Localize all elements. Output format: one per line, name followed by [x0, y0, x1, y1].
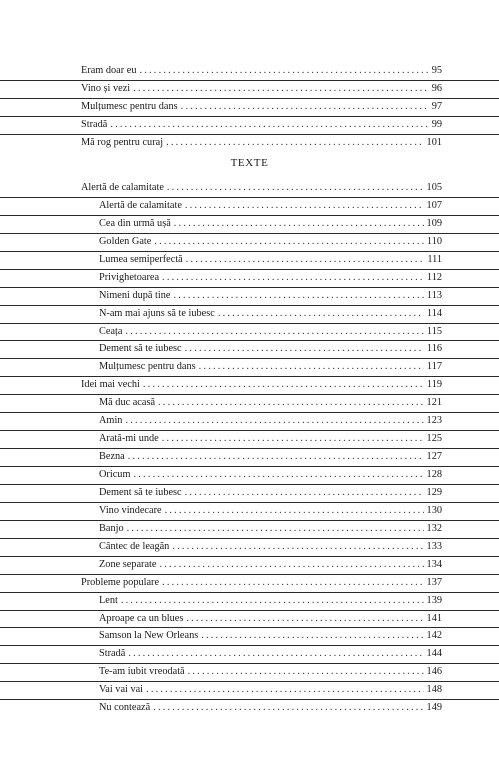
entry-page: 111: [427, 253, 442, 265]
toc-entry: [0, 449, 499, 467]
entry-page: 117: [426, 361, 442, 373]
toc-group-entry: [0, 180, 499, 198]
leader-dots: [199, 359, 424, 376]
entry-title: Eram doar eu: [81, 65, 137, 76]
leader-dots: [128, 449, 424, 466]
entry-title: Stradă: [99, 648, 126, 660]
entry-page: 132: [426, 522, 442, 534]
leader-dots: [174, 288, 424, 305]
entry-page: 113: [426, 289, 442, 301]
entry-title: Banjo: [99, 522, 124, 534]
entry-title: Dement să te iubesc: [99, 486, 182, 498]
leader-dots: [154, 234, 424, 251]
entry-page: 139: [426, 594, 442, 606]
entry-title: Mulțumesc pentru dans: [99, 361, 196, 373]
toc-entry: [0, 117, 499, 135]
entry-page: 109: [426, 217, 442, 229]
toc-entry: [0, 611, 499, 629]
entry-title: Ceața: [99, 325, 123, 337]
entry-page: 95: [431, 65, 442, 76]
leader-dots: [181, 99, 429, 116]
entry-page: 127: [426, 451, 442, 463]
toc-entry: [0, 270, 499, 288]
leader-dots: [172, 539, 423, 556]
entry-page: 96: [431, 82, 442, 94]
entry-page: 133: [426, 540, 442, 552]
leader-dots: [185, 198, 424, 215]
toc-entry: [0, 99, 499, 117]
leader-dots: [185, 485, 424, 502]
entry-page: 141: [426, 612, 442, 624]
toc-entry: [0, 539, 499, 557]
group-title: Probleme populare: [81, 576, 160, 588]
entry-title: Mă rog pentru curaj: [81, 136, 164, 148]
leader-dots: [133, 467, 423, 484]
entry-page: 149: [426, 702, 442, 714]
entry-title: Mă duc acasă: [99, 397, 156, 409]
entry-title: Cântec de leagăn: [99, 540, 170, 552]
toc-entry: [0, 664, 499, 682]
leader-dots: [139, 63, 428, 80]
toc-entry: [0, 252, 499, 270]
toc-entry: [0, 216, 499, 234]
entry-title: Nimeni după tine: [99, 289, 171, 301]
toc-entry: [0, 135, 499, 152]
toc-entry: [0, 306, 499, 324]
leader-dots: [153, 700, 423, 717]
entry-page: 148: [426, 684, 442, 696]
leader-dots: [218, 306, 424, 323]
leader-dots: [127, 521, 424, 538]
toc-entry: [0, 646, 499, 664]
entry-title: Vai vai vai: [99, 684, 144, 696]
entry-page: 107: [426, 199, 442, 211]
entry-page: 114: [426, 307, 442, 319]
entry-page: 112: [426, 271, 442, 283]
leader-dots: [162, 270, 424, 287]
leader-dots: [174, 216, 424, 233]
toc-texte-list: [0, 180, 499, 717]
toc-entry: [0, 359, 499, 377]
toc-entry: [0, 341, 499, 359]
leader-dots: [162, 431, 424, 448]
toc-entry: [0, 198, 499, 216]
entry-title: Aproape ca un blues: [99, 612, 184, 624]
entry-page: 121: [426, 397, 442, 409]
entry-title: Dement să te iubesc: [99, 343, 182, 355]
leader-dots: [110, 117, 428, 134]
entry-page: 97: [431, 100, 442, 112]
entry-title: Arată-mi unde: [99, 433, 159, 445]
entry-page: 130: [426, 504, 442, 516]
entry-page: 146: [426, 666, 442, 678]
entry-title: Cea din urmă ușă: [99, 217, 171, 229]
toc-entry: [0, 413, 499, 431]
entry-page: 101: [426, 136, 442, 148]
toc-entry: [0, 593, 499, 611]
leader-dots: [143, 377, 424, 394]
toc-entry: [0, 63, 499, 81]
toc-entry: [0, 628, 499, 646]
toc-entry: [0, 395, 499, 413]
entry-title: Mulțumesc pentru dans: [81, 100, 178, 112]
toc-top-list: [0, 63, 499, 152]
leader-dots: [133, 81, 429, 98]
group-title: Alertă de calamitate: [81, 182, 164, 193]
toc-group-entry: [0, 377, 499, 395]
group-page: 137: [426, 576, 442, 588]
toc-entry: [0, 700, 499, 717]
leader-dots: [166, 135, 423, 152]
entry-title: Nu contează: [99, 702, 151, 714]
entry-title: Alertă de calamitate: [99, 199, 182, 211]
section-heading: TEXTE: [230, 157, 269, 169]
entry-title: Bezna: [99, 451, 125, 463]
toc-entry: [0, 557, 499, 575]
entry-page: 110: [426, 235, 442, 247]
entry-title: Vino vindecare: [99, 504, 162, 516]
entry-title: Oricum: [99, 469, 131, 480]
entry-title: Lumea semiperfectă: [99, 253, 183, 265]
group-title: Idei mai vechi: [81, 379, 140, 391]
leader-dots: [146, 682, 424, 699]
leader-dots: [185, 341, 424, 358]
entry-title: Zone separate: [99, 558, 157, 570]
toc-entry: [0, 324, 499, 342]
leader-dots: [128, 646, 423, 663]
entry-title: N-am mai ajuns să te iubesc: [99, 307, 215, 319]
toc-entry: [0, 521, 499, 539]
entry-page: 125: [426, 433, 442, 445]
entry-page: 123: [426, 415, 442, 427]
entry-page: 144: [426, 648, 442, 660]
entry-page: 129: [426, 486, 442, 498]
group-page: 105: [426, 182, 442, 193]
toc-entry: [0, 234, 499, 252]
leader-dots: [159, 557, 423, 574]
leader-dots: [125, 324, 423, 341]
leader-dots: [125, 413, 423, 430]
toc-entry: [0, 485, 499, 503]
leader-dots: [201, 628, 423, 645]
leader-dots: [186, 252, 425, 269]
entry-title: Stradă: [81, 118, 108, 130]
group-page: 119: [426, 379, 442, 391]
leader-dots: [121, 593, 424, 610]
leader-dots: [162, 575, 423, 592]
entry-page: 142: [426, 630, 442, 642]
entry-title: Lent: [99, 594, 118, 606]
entry-title: Vino și vezi: [81, 82, 131, 94]
toc-entry: [0, 288, 499, 306]
entry-title: Privighetoarea: [99, 271, 160, 283]
leader-dots: [186, 611, 423, 628]
leader-dots: [165, 503, 424, 520]
toc-entry: [0, 431, 499, 449]
entry-title: Samson la New Orleans: [99, 630, 199, 642]
entry-page: 134: [426, 558, 442, 570]
entry-page: 116: [426, 343, 442, 355]
toc-entry: [0, 81, 499, 99]
entry-page: 115: [426, 325, 442, 337]
entry-title: Amin: [99, 415, 123, 427]
leader-dots: [167, 180, 424, 197]
entry-page: 128: [426, 469, 442, 480]
entry-page: 99: [431, 118, 442, 130]
entry-title: Te-am iubit vreodată: [99, 666, 185, 678]
entry-title: Golden Gate: [99, 235, 152, 247]
leader-dots: [158, 395, 424, 412]
toc-entry: [0, 682, 499, 700]
toc-group-entry: [0, 575, 499, 593]
toc-entry: [0, 467, 499, 485]
toc-entry: [0, 503, 499, 521]
leader-dots: [188, 664, 424, 681]
